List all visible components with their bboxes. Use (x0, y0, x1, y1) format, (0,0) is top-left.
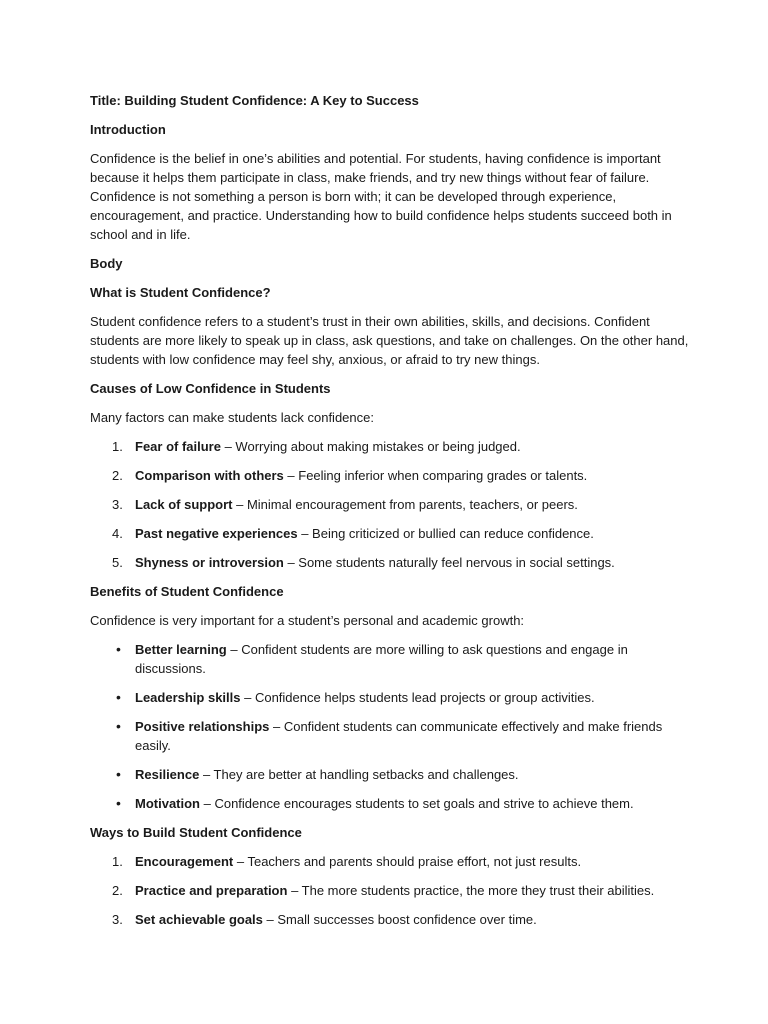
list-description: – They are better at handling setbacks and challenges. (199, 767, 519, 782)
list-number: 2. (112, 883, 123, 898)
list-item (90, 495, 690, 514)
list-description: – Confident students can communicate effectively and make friends easily. (135, 719, 663, 753)
list-number: 2. (112, 468, 123, 483)
list-item (90, 466, 690, 485)
list-number: 4. (112, 526, 123, 541)
list-item (90, 910, 690, 929)
list-term: Past negative experiences (135, 526, 298, 541)
list-item (90, 852, 690, 871)
list-description: – Teachers and parents should praise effort, not just results. (233, 854, 582, 869)
causes-heading: Causes of Low Confidence in Students (90, 381, 331, 396)
bullet-icon: • (116, 689, 121, 705)
list-term: Motivation (135, 796, 200, 811)
list-term: Shyness or introversion (135, 555, 284, 570)
list-item (90, 640, 690, 678)
list-description: – Confidence encourages students to set goals and strive to achieve them. (200, 796, 634, 811)
list-term: Resilience (135, 767, 200, 782)
list-description: – Worrying about making mistakes or being judged. (220, 439, 521, 454)
bullet-icon: • (116, 766, 121, 782)
list-term: Comparison with others (135, 468, 284, 483)
causes-list (90, 437, 690, 572)
list-description: – Small successes boost confidence over time. (262, 912, 537, 927)
what-is-confidence-paragraph: Student confidence refers to a student’s trust in their own abilities, skills, and decisions. Confident students are more likely to speak up in class, ask questions, and take on challenges. On the other hand, students with low confidence may feel shy, anxious, or afraid to try new things. (90, 314, 689, 367)
list-term: Encouragement (135, 854, 234, 869)
ways-list (90, 852, 690, 929)
list-item (90, 794, 690, 813)
list-item (90, 717, 690, 755)
document-title: Title: Building Student Confidence: A Key to Success (90, 93, 419, 108)
list-number: 1. (112, 439, 123, 454)
benefits-list (90, 640, 690, 813)
list-item (90, 553, 690, 572)
ways-heading: Ways to Build Student Confidence (90, 825, 302, 840)
list-term: Set achievable goals (135, 912, 263, 927)
list-term: Leadership skills (135, 690, 241, 705)
list-number: 5. (112, 555, 123, 570)
benefits-intro: Confidence is very important for a student’s personal and academic growth: (90, 613, 525, 628)
list-description: – Confidence helps students lead projects or group activities. (240, 690, 595, 705)
benefits-heading: Benefits of Student Confidence (90, 584, 284, 599)
list-term: Practice and preparation (135, 883, 288, 898)
list-description: – Some students naturally feel nervous in social settings. (283, 555, 615, 570)
introduction-heading: Introduction (90, 122, 166, 137)
causes-intro: Many factors can make students lack confidence: (90, 410, 374, 425)
list-description: – Confident students are more willing to ask questions and engage in discussions. (135, 642, 628, 676)
bullet-icon: • (116, 795, 121, 811)
list-number: 3. (112, 497, 123, 512)
list-item (90, 437, 690, 456)
list-item (90, 524, 690, 543)
list-description: – Being criticized or bullied can reduce confidence. (297, 526, 594, 541)
list-description: – Feeling inferior when comparing grades or talents. (283, 468, 588, 483)
list-description: – The more students practice, the more they trust their abilities. (287, 883, 655, 898)
list-item (90, 765, 690, 784)
list-description: – Minimal encouragement from parents, teachers, or peers. (232, 497, 578, 512)
list-term: Better learning (135, 642, 227, 657)
introduction-paragraph: Confidence is the belief in one’s abilities and potential. For students, having confidence is important because it helps them participate in class, make friends, and try new things without fear of failure. Confidence is not something a person is born with; it can be developed through experience, encouragement, and practice. Understanding how to build confidence helps students succeed both in school and in life. (90, 151, 672, 242)
bullet-icon: • (116, 718, 121, 734)
what-is-confidence-heading: What is Student Confidence? (90, 285, 271, 300)
body-heading: Body (90, 256, 123, 271)
list-number: 3. (112, 912, 123, 927)
list-number: 1. (112, 854, 123, 869)
list-term: Lack of support (135, 497, 233, 512)
list-item (90, 881, 690, 900)
list-item (90, 688, 690, 707)
bullet-icon: • (116, 641, 121, 657)
list-term: Fear of failure (135, 439, 221, 454)
document-page (90, 91, 690, 939)
list-term: Positive relationships (135, 719, 270, 734)
